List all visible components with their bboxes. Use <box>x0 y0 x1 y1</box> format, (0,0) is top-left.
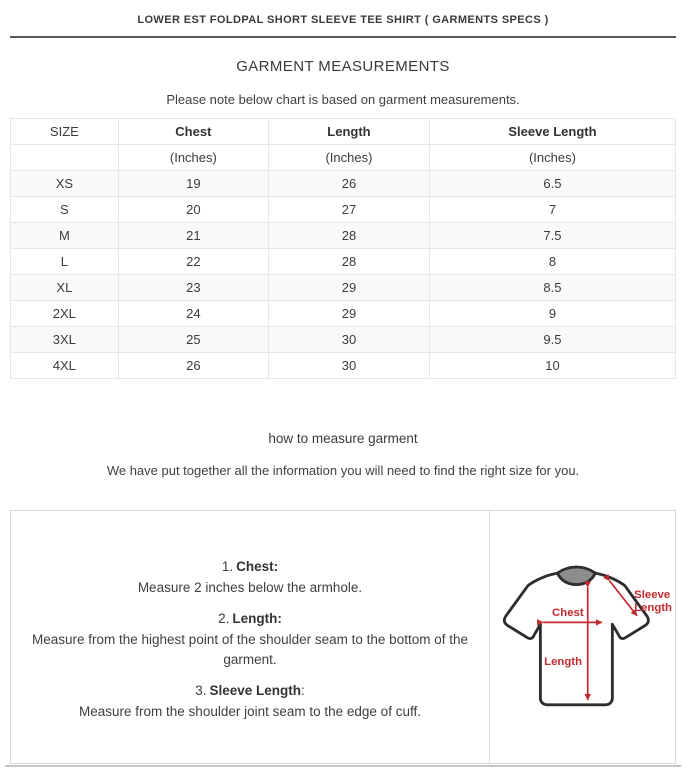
length-cell: 30 <box>269 353 430 379</box>
size-cell: XS <box>11 171 119 197</box>
length-cell: 26 <box>269 171 430 197</box>
table-row-xl <box>11 275 676 301</box>
column-header-chest: Chest <box>118 119 268 145</box>
table-row-s <box>11 197 676 223</box>
header-divider <box>10 36 676 38</box>
sleeve-cell: 8 <box>429 249 675 275</box>
step-term: Chest: <box>236 559 279 574</box>
table-row-l <box>11 249 676 275</box>
sleeve-cell: 9 <box>429 301 675 327</box>
size-table-header-row <box>11 119 676 145</box>
tshirt-diagram-panel <box>489 511 675 763</box>
chest-cell: 24 <box>118 301 268 327</box>
chest-cell: 21 <box>118 223 268 249</box>
size-cell: L <box>11 249 119 275</box>
measure-steps-panel <box>11 511 489 763</box>
measure-instructions-box <box>10 510 676 764</box>
column-header-sleeve-length: Sleeve Length <box>429 119 675 145</box>
sleeve-cell: 6.5 <box>429 171 675 197</box>
units-cell: (Inches) <box>118 145 268 171</box>
step-number: 2. <box>218 611 230 626</box>
chest-cell: 22 <box>118 249 268 275</box>
section-heading-how-to-measure: how to measure garment <box>268 431 418 446</box>
length-cell: 29 <box>269 275 430 301</box>
sleeve-cell: 7.5 <box>429 223 675 249</box>
step-description: Measure 2 inches below the armhole. <box>137 580 363 595</box>
size-table <box>10 118 676 379</box>
chest-cell: 20 <box>118 197 268 223</box>
step-term: Length: <box>232 611 282 626</box>
table-row-3xl <box>11 327 676 353</box>
length-cell: 27 <box>269 197 430 223</box>
sleeve-cell: 9.5 <box>429 327 675 353</box>
tshirt-collar <box>557 567 595 585</box>
how-to-subheading: We have put together all the information you will need to find the right size for you. <box>106 463 580 478</box>
chest-cell: 19 <box>118 171 268 197</box>
measure-step-chest <box>11 557 489 598</box>
size-cell: S <box>11 197 119 223</box>
sleeve-cell: 10 <box>429 353 675 379</box>
table-row-2xl <box>11 301 676 327</box>
sleeve-cell: 7 <box>429 197 675 223</box>
sleeve-label-line2: Length <box>633 602 672 615</box>
size-cell: M <box>11 223 119 249</box>
document-title: LOWER EST FOLDPAL SHORT SLEEVE TEE SHIRT ( GARMENTS SPECS ) <box>137 14 549 26</box>
step-title <box>11 609 489 629</box>
length-label: Length <box>543 656 582 669</box>
measure-step-sleeve-length <box>11 681 489 722</box>
bottom-divider <box>5 765 681 767</box>
length-cell: 30 <box>269 327 430 353</box>
document-header <box>0 0 686 26</box>
sleeve-cell: 8.5 <box>429 275 675 301</box>
table-row-4xl <box>11 353 676 379</box>
chest-cell: 26 <box>118 353 268 379</box>
chest-label: Chest <box>551 606 584 619</box>
length-cell: 28 <box>269 249 430 275</box>
step-number: 3. <box>195 683 207 698</box>
size-table-container <box>10 118 676 379</box>
units-cell: (Inches) <box>429 145 675 171</box>
size-table-units-row <box>11 145 676 171</box>
table-row-m <box>11 223 676 249</box>
tshirt-measure-diagram-icon <box>493 558 673 719</box>
sleeve-label-line1: Sleeve <box>633 588 670 601</box>
step-description: Measure from the shoulder joint seam to the edge of cuff. <box>79 704 421 719</box>
size-cell: XL <box>11 275 119 301</box>
units-cell: (Inches) <box>269 145 430 171</box>
length-cell: 29 <box>269 301 430 327</box>
size-cell: 3XL <box>11 327 119 353</box>
column-header-size: SIZE <box>11 119 119 145</box>
step-title <box>11 557 489 577</box>
length-cell: 28 <box>269 223 430 249</box>
step-term: Sleeve Length <box>209 683 302 698</box>
units-cell <box>11 145 119 171</box>
chest-cell: 23 <box>118 275 268 301</box>
table-row-xs <box>11 171 676 197</box>
column-header-length: Length <box>269 119 430 145</box>
section-heading-garment-measurements: GARMENT MEASUREMENTS <box>236 58 450 75</box>
tshirt-body-outline <box>504 573 648 705</box>
chest-cell: 25 <box>118 327 268 353</box>
step-description: Measure from the highest point of the shoulder seam to the bottom of the garment. <box>31 632 468 667</box>
measurements-note: Please note below chart is based on garment measurements. <box>166 92 520 107</box>
step-title <box>11 681 489 701</box>
size-cell: 4XL <box>11 353 119 379</box>
measure-step-length <box>11 609 489 670</box>
step-term-suffix: : <box>301 683 305 698</box>
step-number: 1. <box>221 559 234 574</box>
size-cell: 2XL <box>11 301 119 327</box>
